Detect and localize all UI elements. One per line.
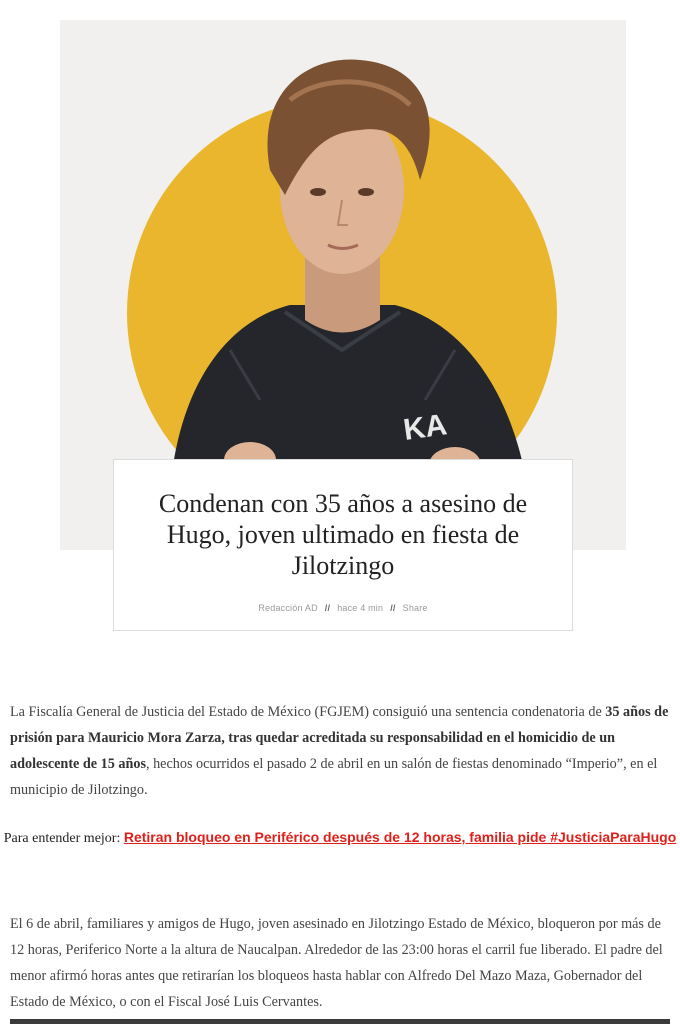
svg-text:KA: KA	[401, 408, 449, 447]
related-article-link[interactable]: Retiran bloqueo en Periférico después de 12 horas, familia pide #JusticiaParaHugo	[123, 829, 677, 845]
article-title: Condenan con 35 años a asesino de Hugo, joven ultimado en fiesta de Jilotzingo	[158, 489, 528, 580]
meta-separator: //	[390, 603, 396, 613]
article-paragraph: El 6 de abril, familiares y amigos de Hugo, joven asesinado en Jilotzingo Estado de México, bloqueron por más de 12 horas, Periferico Norte a la altura de Naucalpan. Alrededor de las 23:00 horas el carril fue liberado. El padre del menor afirmó horas antes que retirarían los bloqueos hasta hablar con Alfredo Del Mazo Maza, Gobernador del Estado de México, o con el Fiscal José Luis Cervantes.	[10, 916, 663, 1011]
article-paragraph	[10, 699, 670, 803]
bottom-divider	[10, 1019, 670, 1024]
related-prefix: Para entender mejor:	[3, 831, 124, 846]
author-link[interactable]: Redacción AD	[258, 603, 318, 613]
meta-separator: //	[324, 603, 331, 613]
publish-time: hace 4 min	[337, 603, 384, 613]
share-button[interactable]: Share	[402, 603, 428, 613]
paragraph-text: La Fiscalía General de Justicia del Estado de México (FGJEM) consiguió una sentencia condenatoria de	[10, 704, 606, 721]
paragraph-text: , hechos ocurridos el pasado 2 de abril en un salón de fiestas denominado “Imperio”, en el municipio de Jilotzingo.	[10, 756, 658, 799]
article-meta	[114, 603, 572, 613]
paragraph-bold-text: 35 años de prisión para Mauricio Mora Zarza, tras quedar acreditada su responsabilidad en el homicidio de un adolescente de 15 años	[10, 704, 669, 773]
related-article	[0, 827, 680, 849]
article-title-card	[113, 459, 573, 631]
